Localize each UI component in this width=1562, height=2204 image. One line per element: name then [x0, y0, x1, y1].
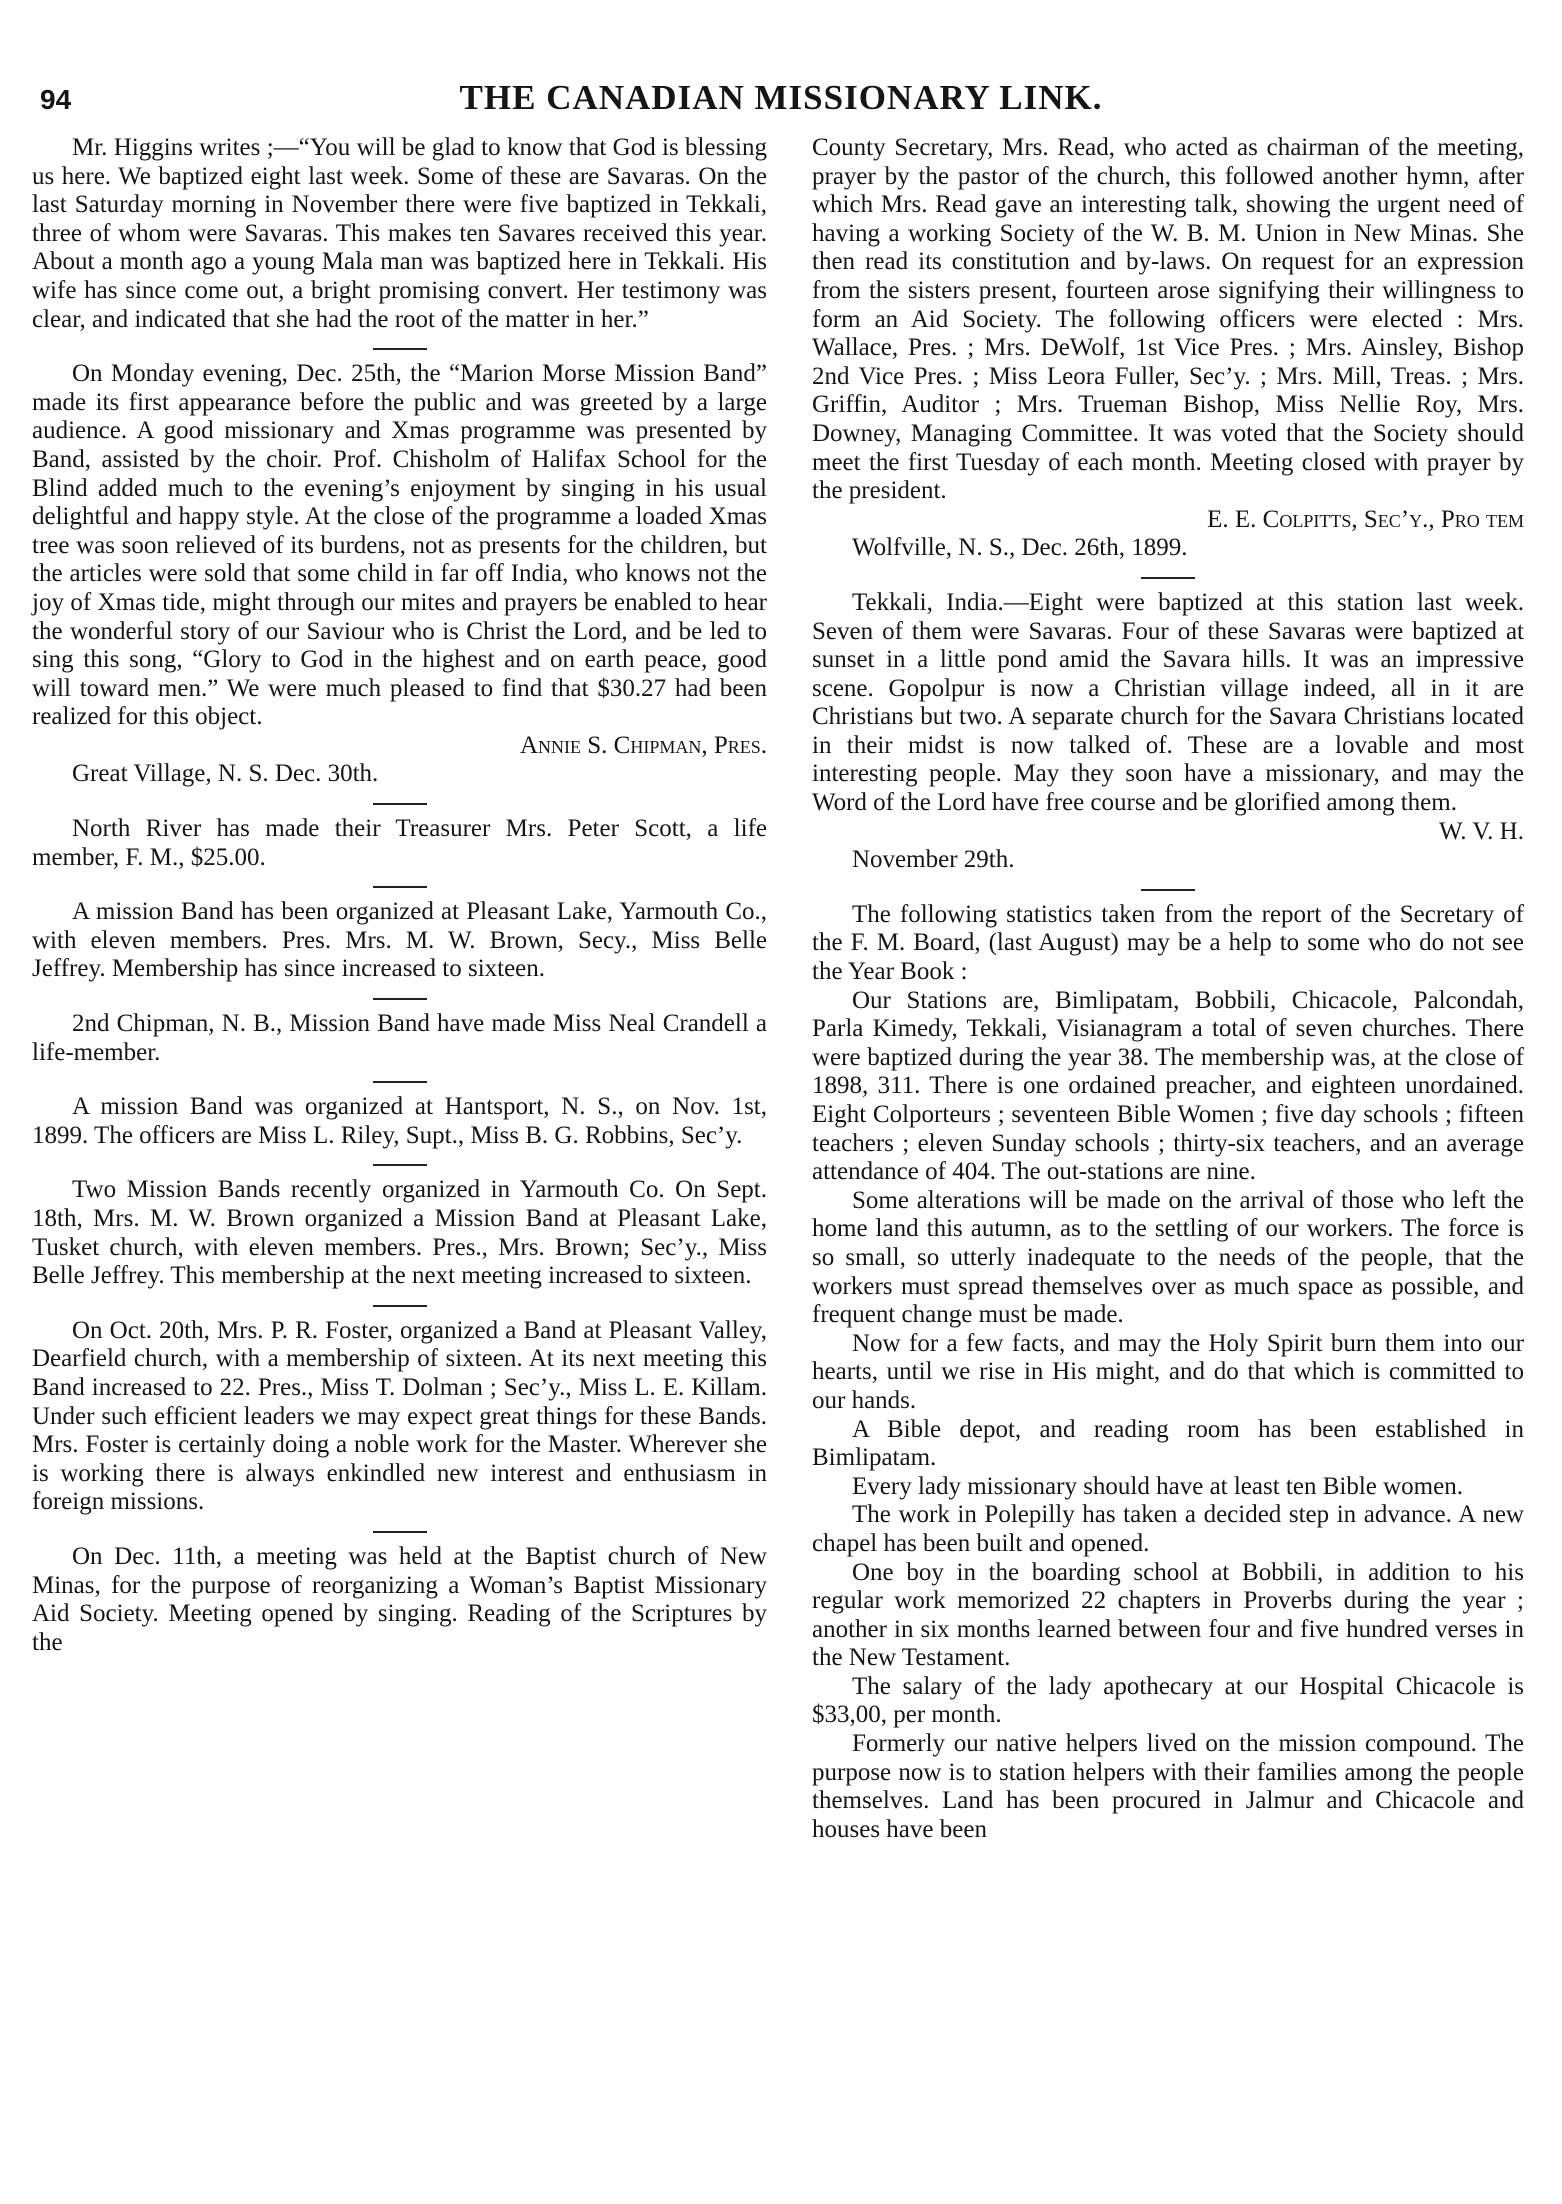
section-divider — [373, 803, 427, 805]
signature-annie-chipman: Annie S. Chipman, Pres. — [519, 731, 767, 759]
article-new-minas-continued: County Secretary, Mrs. Read, who acted as chairman of the meeting, prayer by the pastor of the church, this followed another hymn, after which Mrs. Read gave an interesting talk, showing the urgent need of having a working Society of the W. B. M. Union in New Minas. She then read its constitution and by-laws. On request for an expression from the sisters present, fourteen arose signifying their willingness to form an Aid Society. The following officers were elected : Mrs. Wallace, Pres. ; Mrs. DeWolf, 1st Vice Pres. ; Mrs. Ainsley, Bishop 2nd Vice Pres. ; Miss Leora Fuller, Sec’y. ; Mrs. Mill, Treas. ; Mrs. Griffin, Auditor ; Mrs. Trueman Bishop, Miss Nellie Roy, Mrs. Downey, Managing Committee. It was voted that the Society should meet the first Tuesday of each month. Meeting closed with prayer by the president. — [812, 134, 1524, 505]
stats-polepilly: The work in Polepilly has taken a decided step in advance. A new chapel has been built and opened. — [812, 1501, 1524, 1557]
article-chipman-band: 2nd Chipman, N. B., Mission Band have made Miss Neal Crandell a life-member. — [32, 1010, 767, 1066]
stats-facts: Now for a few facts, and may the Holy Spirit burn them into our hearts, until we rise in His might, and do that which is committed to our hands. — [812, 1329, 1524, 1414]
section-divider — [373, 998, 427, 1000]
section-divider — [373, 1305, 427, 1307]
article-marion-morse-band: On Monday evening, Dec. 25th, the “Marion Morse Mission Band” made its first appearance before the public and was greeted by a large audience. A good missionary and Xmas programme was presented by Band, assisted by the choir. Prof. Chisholm of Halifax School for the Blind added much to the evening’s enjoyment by singing in his usual delightful and happy style. At the close of the programme a loaded Xmas tree was soon relieved of its burdens, not as presents for the children, but the articles were sold that some child in far off India, who knows not the joy of Xmas tide, might through our mites and prayers be enabled to hear the wonderful story of our Saviour who is Christ the Lord, and be led to sing this song, “Glory to God in the highest and on earth peace, good will toward men.” We were much pleased to find that $30.27 had been realized for this object. — [32, 360, 767, 731]
stats-stations: Our Stations are, Bimlipatam, Bobbili, Chicacole, Palcondah, Parla Kimedy, Tekkali, Visianagram a total of seven churches. There were baptized during the year 38. The membership was, at the close of 1898, 311. There is one ordained preacher, and eighteen unordained. Eight Colporteurs ; seventeen Bible Women ; five day schools ; fifteen teachers ; eleven Sunday schools ; thirty-six teachers, and an average attendance of 404. The out-stations are nine. — [812, 986, 1524, 1186]
stats-lady-missionary: Every lady missionary should have at least ten Bible women. — [852, 1472, 1463, 1500]
section-divider — [373, 1081, 427, 1083]
stats-apothecary: The salary of the lady apothecary at our Hospital Chicacole is $33,00, per month. — [812, 1672, 1524, 1729]
section-divider — [373, 348, 427, 350]
signature-wvh: W. V. H. — [1439, 817, 1524, 845]
stats-alterations: Some alterations will be made on the arrival of those who left the home land this autumn, as to the settling of our workers. The force is so small, so utterly inadequate to the needs of the people, that the workers must spread themselves over as much space as possible, and frequent change must be made. — [812, 1186, 1524, 1329]
stats-native-helpers: Formerly our native helpers lived on the mission compound. The purpose now is to station helpers with their families among the people themselves. Land has been procured in Jalmur and Chicacole and houses have been — [812, 1730, 1524, 1843]
section-divider — [373, 886, 427, 888]
section-divider — [373, 1164, 427, 1166]
dateline-great-village: Great Village, N. S. Dec. 30th. — [72, 760, 379, 788]
stats-boarding-school: One boy in the boarding school at Bobbili, in addition to his regular work memorized 22 chapters in Proverbs during the year ; another in six months learned between four and five hundred verses in the New Testament. — [812, 1558, 1524, 1672]
article-yarmouth-bands: Two Mission Bands recently organized in Yarmouth Co. On Sept. 18th, Mrs. M. W. Brown organized a Mission Band at Pleasant Lake, Tusket church, with eleven members. Pres., Mrs. Brown; Sec’y., Miss Belle Jeffrey. This membership at the next meeting increased to sixteen. — [32, 1176, 767, 1290]
signature-colpitts: E. E. Colpitts, Sec’y., Pro tem — [1207, 505, 1524, 533]
stats-bible-depot: A Bible depot, and reading room has been established in Bimlipatam. — [812, 1415, 1524, 1472]
running-title: THE CANADIAN MISSIONARY LINK. — [459, 78, 1103, 117]
section-divider — [1141, 889, 1195, 891]
article-tekkali-india: Tekkali, India.—Eight were baptized at this station last week. Seven of them were Savaras. Four of these Savaras were baptized at sunset in a little pond amid the Savara hills. It was an impressive scene. Gopolpur is now a Christian village indeed, all in it are Christians but two. A separate church for the Savara Christians located in their midst is now talked of. These are a lovable and most interesting people. May they soon have a missionary, and may the Word of the Lord have free course and be glorified among them. — [812, 588, 1524, 817]
article-north-river: North River has made their Treasurer Mrs. Peter Scott, a life member, F. M., $25.00. — [32, 815, 767, 871]
left-column — [32, 134, 767, 1657]
section-divider — [1141, 577, 1195, 579]
section-divider — [373, 1531, 427, 1533]
article-statistics-intro: The following statistics taken from the report of the Secretary of the F. M. Board, (last August) may be a help to some who do not see the Year Book : — [812, 900, 1524, 986]
article-new-minas: On Dec. 11th, a meeting was held at the Baptist church of New Minas, for the purpose of reorganizing a Woman’s Baptist Missionary Aid Society. Meeting opened by singing. Reading of the Scriptures by the — [32, 1542, 767, 1656]
dateline-wolfville: Wolfville, N. S., Dec. 26th, 1899. — [852, 534, 1188, 562]
dateline-november: November 29th. — [852, 846, 1015, 874]
page-number: 94 — [40, 84, 72, 115]
right-column — [812, 134, 1524, 1844]
article-pleasant-lake: A mission Band has been organized at Pleasant Lake, Yarmouth Co., with eleven members. Pres. Mrs. M. W. Brown, Secy., Miss Belle Jeffrey. Membership has since increased to sixteen. — [32, 898, 767, 983]
article-higgins-letter: Mr. Higgins writes ;—“You will be glad to know that God is blessing us here. We baptized eight last week. Some of these are Savaras. On the last Saturday morning in November there were five baptized in Tekkali, three of whom were Savaras. This makes ten Savares received this year. About a month ago a young Mala man was baptized here in Tekkali. His wife has since come out, a bright promising convert. Her testimony was clear, and indicated that she had the root of the matter in her.” — [32, 134, 767, 333]
article-foster-band: On Oct. 20th, Mrs. P. R. Foster, organized a Band at Pleasant Valley, Dearfield church, with a membership of sixteen. At its next meeting this Band increased to 22. Pres., Miss T. Dolman ; Sec’y., Miss L. E. Killam. Under such efficient leaders we may expect great things for these Bands. Mrs. Foster is certainly doing a noble work for the Master. Wherever she is working there is always enkindled new interest and enthusiasm in foreign missions. — [32, 1316, 767, 1516]
article-hantsport: A mission Band was organized at Hantsport, N. S., on Nov. 1st, 1899. The officers are Miss L. Riley, Supt., Miss B. G. Robbins, Sec’y. — [32, 1093, 767, 1149]
